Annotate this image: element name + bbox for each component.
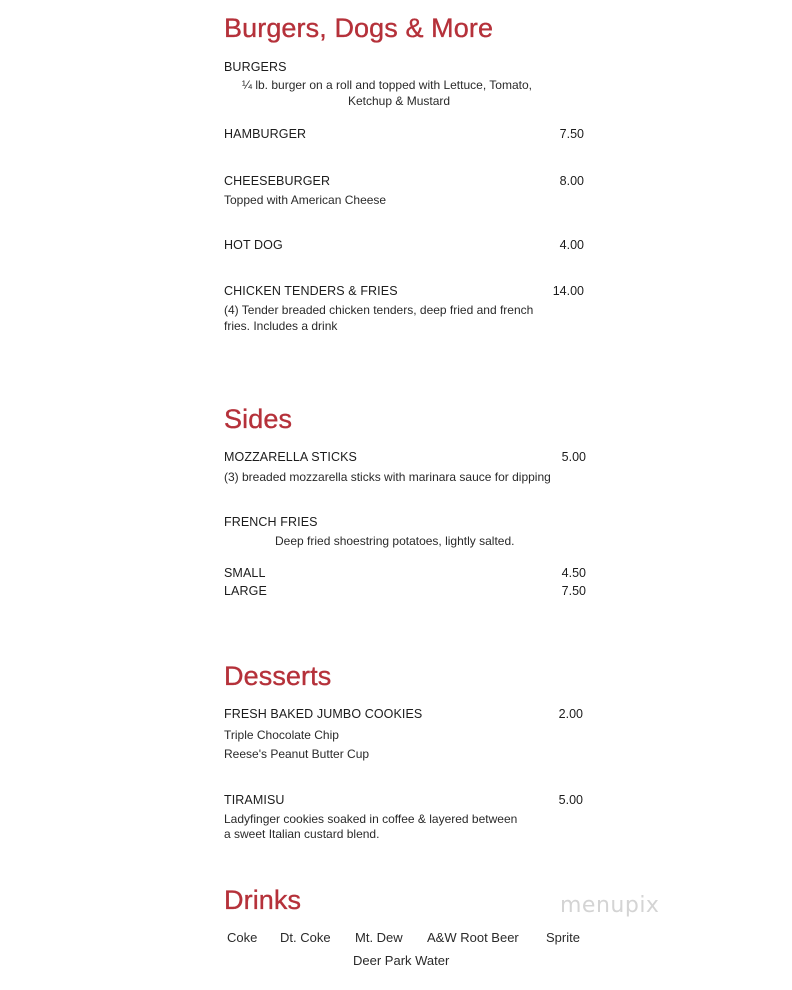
drink-sprite: Sprite bbox=[546, 930, 580, 945]
tiramisu-desc-line1: Ladyfinger cookies soaked in coffee & layered between bbox=[224, 812, 518, 826]
burgers-heading: Burgers, Dogs & More bbox=[224, 13, 494, 43]
hamburger-price: 7.50 bbox=[559, 127, 584, 141]
cookies-name: FRESH BAKED JUMBO COOKIES bbox=[224, 707, 423, 721]
tiramisu-desc-line2: a sweet Italian custard blend. bbox=[224, 827, 380, 841]
desserts-heading: Desserts bbox=[224, 661, 332, 691]
tiramisu-price: 5.00 bbox=[558, 793, 583, 807]
cookies-flavor-1: Triple Chocolate Chip bbox=[224, 728, 339, 742]
burgers-intro-label: BURGERS bbox=[224, 60, 287, 74]
drink-diet-coke: Dt. Coke bbox=[280, 930, 331, 945]
french-fries-name: FRENCH FRIES bbox=[224, 515, 318, 529]
chicken-tenders-desc-line2: fries. Includes a drink bbox=[224, 319, 338, 333]
drink-mt-dew: Mt. Dew bbox=[355, 930, 403, 945]
drink-deer-park-water: Deer Park Water bbox=[353, 953, 450, 968]
fries-small-price: 4.50 bbox=[561, 566, 586, 580]
cheeseburger-desc: Topped with American Cheese bbox=[224, 193, 387, 207]
drink-coke: Coke bbox=[227, 930, 258, 945]
cookies-flavor-2: Reese's Peanut Butter Cup bbox=[224, 747, 370, 761]
mozzarella-sticks-name: MOZZARELLA STICKS bbox=[224, 450, 357, 464]
sides-heading: Sides bbox=[224, 404, 293, 434]
hamburger-name: HAMBURGER bbox=[224, 127, 307, 141]
french-fries-desc: Deep fried shoestring potatoes, lightly salted. bbox=[275, 534, 515, 548]
cheeseburger-price: 8.00 bbox=[559, 174, 584, 188]
cheeseburger-name: CHEESEBURGER bbox=[224, 174, 331, 188]
hot-dog-price: 4.00 bbox=[559, 238, 584, 252]
tiramisu-name: TIRAMISU bbox=[224, 793, 285, 807]
menupix-watermark: menupix bbox=[560, 893, 660, 918]
fries-small-name: SMALL bbox=[224, 566, 266, 580]
chicken-tenders-desc-line1: (4) Tender breaded chicken tenders, deep fried and french bbox=[224, 303, 534, 317]
drinks-heading: Drinks bbox=[224, 885, 302, 915]
cookies-price: 2.00 bbox=[558, 707, 583, 721]
burgers-intro-desc-line2: Ketchup & Mustard bbox=[348, 94, 451, 108]
drink-aw-root-beer: A&W Root Beer bbox=[427, 930, 519, 945]
mozzarella-sticks-desc: (3) breaded mozzarella sticks with marinara sauce for dipping bbox=[224, 470, 551, 484]
mozzarella-sticks-price: 5.00 bbox=[561, 450, 586, 464]
chicken-tenders-name: CHICKEN TENDERS & FRIES bbox=[224, 284, 398, 298]
hot-dog-name: HOT DOG bbox=[224, 238, 283, 252]
fries-large-name: LARGE bbox=[224, 584, 267, 598]
chicken-tenders-price: 14.00 bbox=[552, 284, 584, 298]
burgers-intro-desc-line1: ¼ lb. burger on a roll and topped with Lettuce, Tomato, bbox=[242, 78, 532, 92]
fries-large-price: 7.50 bbox=[561, 584, 586, 598]
